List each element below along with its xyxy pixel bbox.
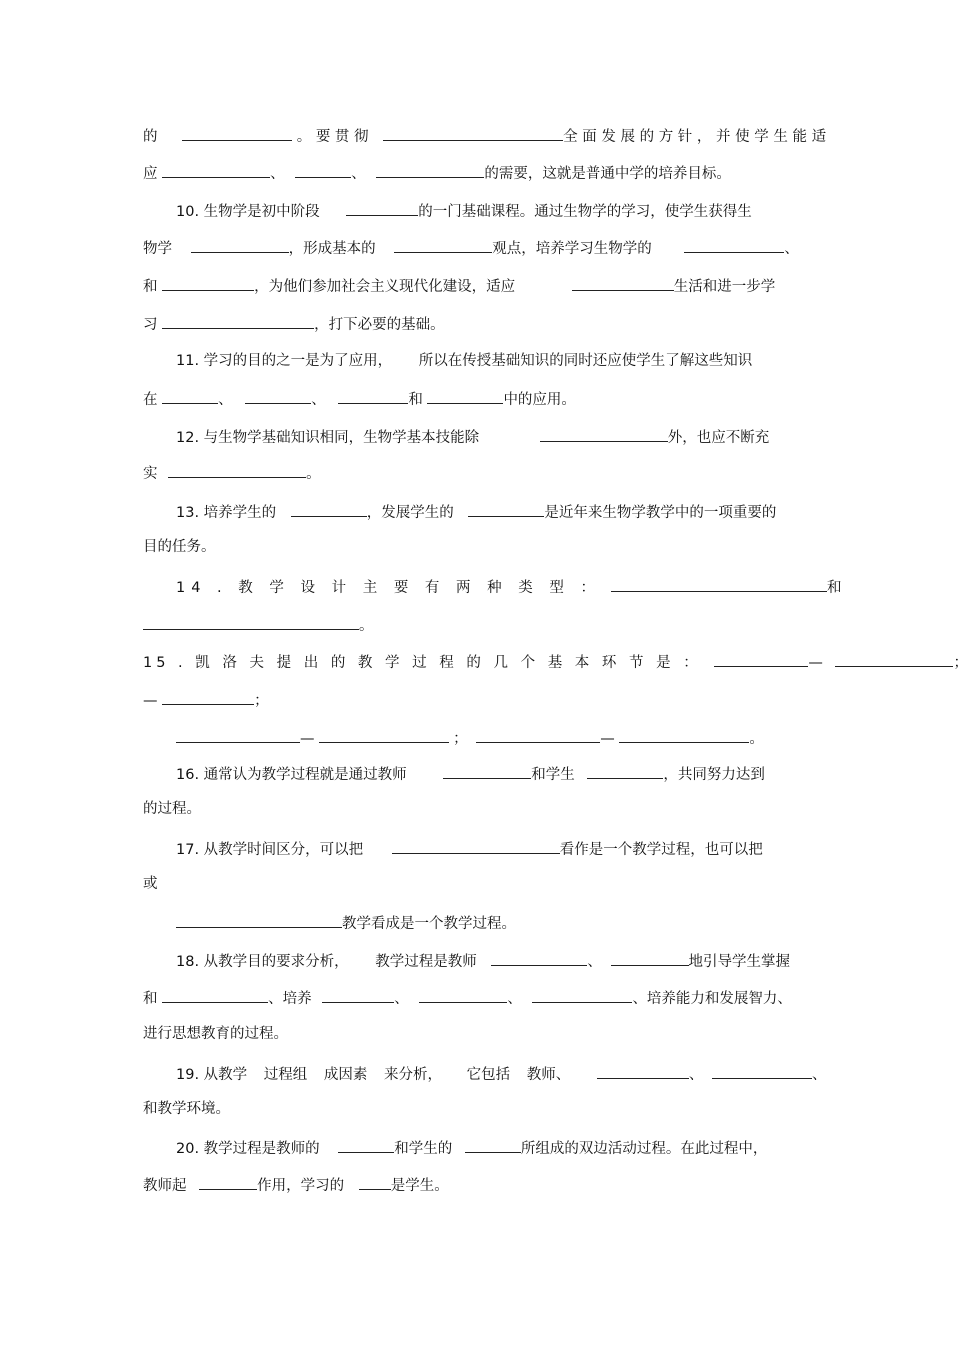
q14-line-2: 。 [143, 614, 374, 636]
blank[interactable] [182, 125, 292, 141]
blank[interactable] [176, 727, 300, 743]
blank[interactable] [162, 388, 218, 404]
q19-line-1: 19. 从教学 过程组 成因素 来分析， 它包括 教师、 、 、 [176, 1063, 826, 1085]
q10-line-4: 习 ，打下必要的基础。 [143, 313, 445, 335]
blank[interactable] [476, 727, 600, 743]
q11-line-1: 11. 学习的目的之一是为了应用， 所以在传授基础知识的同时还应使学生了解这些知识 [176, 353, 753, 369]
q11-line-2: 在 、 、 和 中的应用。 [143, 388, 576, 410]
q10-line-2: 物学 ，形成基本的 观点，培养学习生物学的 、 [143, 237, 799, 259]
q10-line-3: 和 ，为他们参加社会主义现代化建设，适应 生活和进一步学 [143, 275, 775, 297]
blank[interactable] [714, 651, 808, 667]
blank[interactable] [176, 912, 342, 928]
blank[interactable] [491, 950, 587, 966]
blank[interactable] [465, 1137, 521, 1153]
blank[interactable] [338, 388, 408, 404]
blank[interactable] [359, 1174, 391, 1190]
blank[interactable] [611, 950, 689, 966]
q12-line-1: 12. 与生物学基础知识相同，生物学基本技能除 外，也应不断充 [176, 426, 769, 448]
blank[interactable] [338, 1137, 394, 1153]
q16-line-1: 16. 通常认为教学过程就是通过教师 和学生 ，共同努力达到 [176, 763, 765, 785]
q18-line-2: 和 、培养 、 、 、培养能力和发展智力、 [143, 987, 792, 1009]
q18-line-1: 18. 从教学目的要求分析， 教学过程是教师 、 地引导学生掌握 [176, 950, 790, 972]
q13-line-1: 13. 培养学生的 ，发展学生的 是近年来生物学教学中的一项重要的 [176, 501, 776, 523]
q17-line-3: 教学看成是一个教学过程。 [176, 912, 516, 934]
blank[interactable] [199, 1174, 257, 1190]
q18-line-3: 进行思想教育的过程。 [143, 1026, 288, 1042]
q19-line-2: 和教学环境。 [143, 1101, 230, 1117]
blank[interactable] [443, 763, 531, 779]
blank[interactable] [427, 388, 503, 404]
blank[interactable] [611, 576, 827, 592]
blank[interactable] [572, 275, 674, 291]
blank[interactable] [532, 987, 632, 1003]
blank[interactable] [162, 987, 268, 1003]
blank[interactable] [419, 987, 507, 1003]
blank[interactable] [392, 838, 560, 854]
blank[interactable] [346, 200, 418, 216]
blank[interactable] [712, 1063, 812, 1079]
q16-line-2: 的过程。 [143, 801, 201, 817]
q15-line-1: 15 . 凯 洛 夫 提 出 的 教 学 过 程 的 几 个 基 本 环 节 是 ： — ； [143, 651, 972, 673]
q13-line-2: 目的任务。 [143, 539, 216, 555]
blank[interactable] [383, 125, 563, 141]
blank[interactable] [162, 275, 254, 291]
blank[interactable] [619, 727, 749, 743]
q15-line-3: — ； — 。 [176, 727, 764, 749]
q20-line-1: 20. 教学过程是教师的 和学生的 所组成的双边活动过程。在此过程中， [176, 1137, 767, 1159]
q17-line-2: 或 [143, 876, 158, 892]
q9-line-2: 应 、 、 的需要，这就是普通中学的培养目标。 [143, 162, 731, 184]
blank[interactable] [322, 987, 394, 1003]
blank[interactable] [191, 237, 289, 253]
blank[interactable] [295, 162, 351, 178]
blank[interactable] [376, 162, 484, 178]
blank[interactable] [143, 614, 359, 630]
blank[interactable] [597, 1063, 689, 1079]
q14-line-1: 14 . 教 学 设 计 主 要 有 两 种 类 型 ： 和 [176, 576, 847, 598]
blank[interactable] [162, 162, 270, 178]
q17-line-1: 17. 从教学时间区分，可以把 看作是一个教学过程，也可以把 [176, 838, 763, 860]
q15-line-2: — ； [143, 689, 269, 711]
blank[interactable] [587, 763, 663, 779]
blank[interactable] [540, 426, 668, 442]
blank[interactable] [162, 313, 314, 329]
blank[interactable] [245, 388, 311, 404]
blank[interactable] [319, 727, 449, 743]
q10-line-1: 10. 生物学是初中阶段 的一门基础课程。通过生物学的学习，使学生获得生 [176, 200, 752, 222]
q20-line-2: 教师起 作用，学习的 是学生。 [143, 1174, 449, 1196]
q9-line-1: 的 。 要 贯 彻 全 面 发 展 的 方 针 ， 并 使 学 生 能 适 [143, 125, 826, 147]
blank[interactable] [835, 651, 953, 667]
blank[interactable] [162, 689, 254, 705]
q12-line-2: 实 。 [143, 462, 321, 484]
blank[interactable] [291, 501, 367, 517]
blank[interactable] [394, 237, 492, 253]
blank[interactable] [684, 237, 784, 253]
blank[interactable] [168, 462, 306, 478]
blank[interactable] [468, 501, 544, 517]
